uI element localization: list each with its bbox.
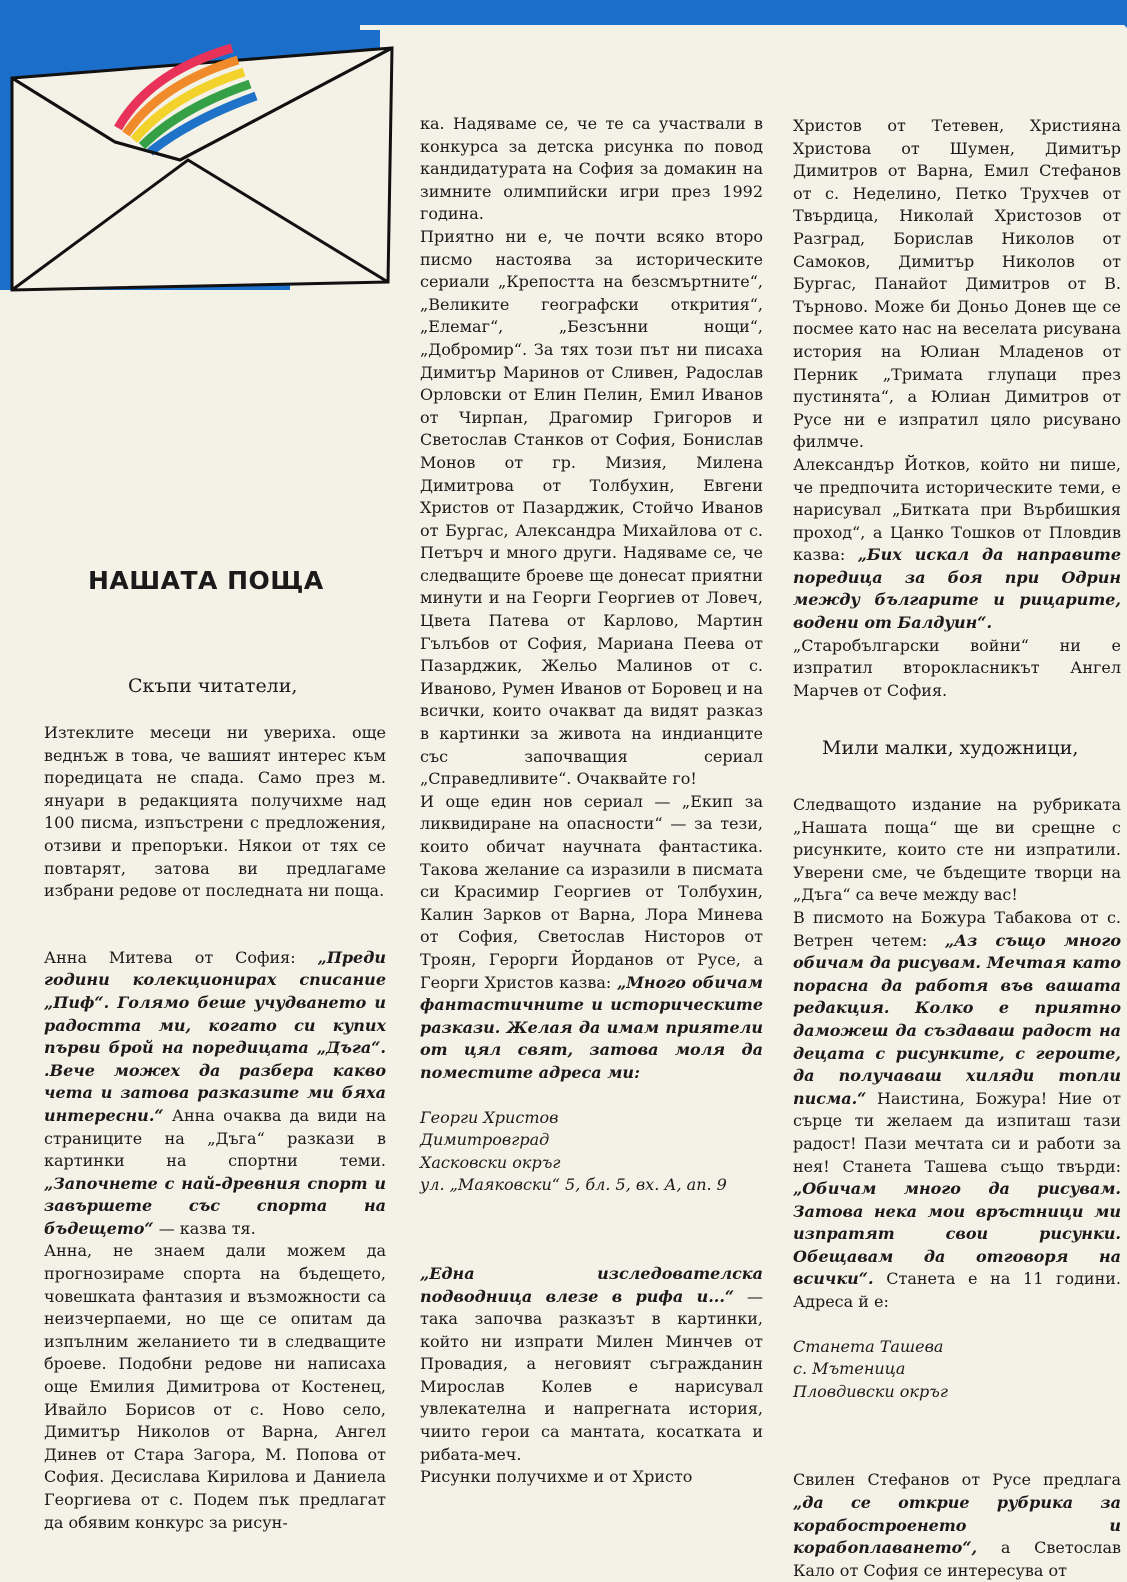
- paragraph: Анна, не знаем дали можем да прогнозираме спорта на бъдещето, човешката фантазия и възможности са неизчерпаеми, но ще се опитам да изпълним желанието ти в следващите броеве. Подобни редове ни написаха още Емилия Димитрова от Костенец, Ивайло Борисов от с. Ново село, Димитър Николов от Варна, Ангел Динев от Стара Загора, М. Попова от София. Десислава Кирилова и Даниела Георгиева от с. Подем пък предлагат да обявим конкурс за рисун-: [44, 1241, 386, 1532]
- paragraph: В писмото на Божура Табакова от с. Ветрен четем: „Аз също много обичам да рисувам. Мечтая като порасна да работя във вашата редакция. Колко е приятно даможеш да създаваш радост на децата с рисунките, с героите, да получаваш хиляди топли писма.“ Наистина, Божура! Ние от сърце ти желаем да изпиташ тази радост! Пази мечтата си и работи за нея! Станета Ташева също твърди: „Обичам много да рисувам. Затова нека мои връстници ми изпратят свои рисунки. Обещавам да отговоря на всички“. Станета е на 11 години. Адреса й е:: [793, 907, 1122, 1312]
- paragraph: Свилен Стефанов от Русе предлага „да се открие рубрика за корабостроенето и корабоплаването“, а Светослав Кало от София се интересува от: [793, 1470, 1121, 1580]
- paragraph: Приятно ни е, че почти всяко второ писмо настоява за историческите сериали „Крепостта на безсмъртните“, „Великите географски открития“, „Елемаг“, „Безсънни нощи“, „Добромир“. За тях този път ни писаха Димитър Маринов от Сливен, Радослав Орловски от Елин Пелин, Емил Иванов от Чирпан, Драгомир Григоров и Светослав Станков от София, Бонислав Монов от гр. Мизия, Милена Димитрова от Толбухин, Евгени Христов от Пазарджик, Стойчо Иванов от Бургас, Александра Михайлова от с. Петърч и много други. Надяваме се, че следващите броеве ще донесат приятни минути и на Георги Георгиев от Ловеч, Цвета Патева от Карлово, Мартин Гълъбов от София, Мариана Пеева от Пазарджик, Жельо Малинов от с. Иваново, Румен Иванов от Боровец и на всички, които очакват да видят разказ в картинки за живота на индианците със започващия сериал „Справедливите“. Очаквайте го!: [420, 226, 763, 789]
- column-3: [793, 115, 1121, 702]
- column-1: [44, 722, 386, 1534]
- address-block: Георги Христов Димитровград Хасковски окръг ул. „Маяковски“ 5, бл. 5, вх. А, ап. 9: [420, 1107, 727, 1195]
- paragraph: И още един нов сериал — „Екип за ликвидиране на опасности“ — за тези, които обичат научната фантастика. Такова желание са изразили в писмата си Красимир Георгиев от Толбухин, Калин Зарков от Варна, Лора Минева от София, Светослав Нисторов от Троян, Герорги Йорданов от Русе, а Георги Христов казва: „Много обичам фантастичните и историческите разкази. Желая да имам приятели от цял свят, затова моля да поместите адреса ми:: [420, 791, 763, 1082]
- paragraph: „Старобългарски войни“ ни е изпратил второкласникът Ангел Марчев от София.: [793, 635, 1121, 700]
- paragraph: Анна Митева от София: „Преди години колекционирах списание „Пиф“. Голямо беше учудването и радостта ми, когато си купих първи брой на поредицата „Дъга“. .Вече можех да разбера какво чета и затова разказите ми бяха интересни.“ Анна очаква да види на страниците на „Дъга“ разкази в картинки на спортни теми. „Започнете с най-древния спорт и завършете със спорта на бъдещето“ — казва тя.: [44, 947, 386, 1238]
- paragraph: Изтеклите месеци ни увериха. още веднъж в това, че вашият интерес към поредицата не спада. Само през м. януари в редакцията получихме над 100 писма, изпъстрени с предложения, отзиви и препоръки. Някои от тях се повтарят, затова ви предлагаме избрани редове от последната ни поща.: [44, 723, 386, 901]
- address-block: Станета Ташева с. Мътеница Пловдивски окръг: [793, 1336, 948, 1401]
- paragraph: ка. Надяваме се, че те са участвали в конкурса за детска рисунка по повод кандидатурата на София за домакин на зимните олимпийски игри през 1992 година.: [420, 114, 763, 224]
- envelope-with-rainbow-icon: [12, 48, 392, 290]
- column-3-lower: [793, 794, 1121, 1582]
- page-title: НАШАТА ПОЩА: [88, 566, 324, 595]
- paragraph: Следващото издание на рубриката „Нашата поща“ ще ви срещне с рисунките, които сте ни изпратили. Уверени сме, че бъдещите творци на „Дъга“ са вече между вас!: [793, 795, 1121, 905]
- paragraph: Христов от Тетевен, Християна Христова от Шумен, Димитър Димитров от Варна, Емил Стефанов от с. Неделино, Петко Трухчев от Твърдица, Николай Христозов от Разград, Борислав Николов от Самоков, Димитър Николов от Бургас, Панайот Димитров от В. Търново. Може би Доньо Донев ще се посмее като нас на веселата рисувана история на Юлиан Младенов от Перник „Тримата глупаци през пустинята“, а Юлиан Димитров от Русе ни е изпратил цяло рисувано филмче.: [793, 116, 1121, 452]
- column-2: [420, 113, 763, 1489]
- paragraph: Рисунки получихме и от Христо: [420, 1467, 693, 1487]
- greeting-heading: Скъпи читатели,: [128, 675, 298, 697]
- paragraph: „Една изследователска подводница влезе в рифа и...“ — така започва разказът в картинки, който ни изпрати Милен Минчев от Провадия, а неговият съгражданин Мирослав Колев е нарисувал увлекателна и напрегната история, чиито герои са мантата, косатката и рибата-меч.: [420, 1263, 763, 1464]
- paragraph: Александър Йотков, който ни пише, че предпочита историческите теми, е нарисувал „Битката при Върбишкия проход“, а Цанко Тошков от Пловдив казва: „Бих искал да направите поредица за боя при Одрин между българите и рицарите, водени от Балдуин“.: [793, 454, 1121, 633]
- artists-heading: Мили малки, художници,: [822, 737, 1079, 759]
